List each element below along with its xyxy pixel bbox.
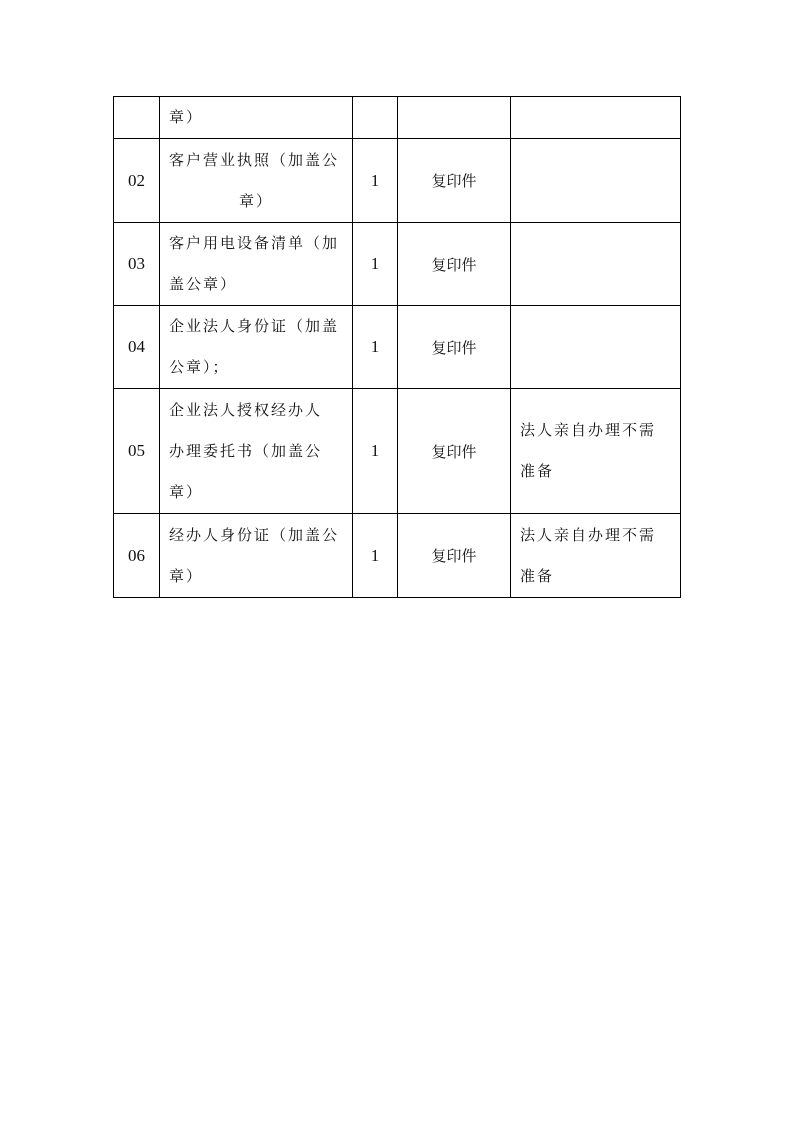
document-name-line: 章） [169,566,204,585]
document-name-cell [160,389,353,514]
table-row [114,306,681,389]
row-number-cell [114,97,160,139]
document-name-cell [160,97,353,139]
document-name-line: 章） [169,482,204,501]
document-name-line: 章） [169,108,204,126]
materials-table [113,96,681,598]
remark-line: 法人亲自办理不需 [520,525,657,544]
remark-cell [511,514,681,598]
row-number-cell: 03 [114,223,160,306]
row-number-cell: 06 [114,514,160,598]
document-name-line: 企业法人身份证（加盖 [169,317,340,335]
table-row [114,223,681,306]
table-row [114,514,681,598]
copy-type-cell: 复印件 [398,389,511,514]
document-name-line: 盖公章） [169,275,238,293]
table-row [114,389,681,514]
document-name-line: 客户营业执照（加盖公 [169,150,340,169]
document-name-line: 公章）； [169,358,230,376]
document-name-line: 章） [239,191,274,210]
document-name-cell [160,139,353,223]
quantity-cell: 1 [353,389,398,514]
remark-cell [511,223,681,306]
remark-line: 准备 [520,462,555,480]
remark-cell [511,306,681,389]
remark-line: 准备 [520,566,555,585]
copy-type-cell [398,97,511,139]
copy-type-cell: 复印件 [398,223,511,306]
remark-cell [511,389,681,514]
copy-type-cell: 复印件 [398,139,511,223]
quantity-cell: 1 [353,306,398,389]
remark-cell [511,97,681,139]
quantity-cell [353,97,398,139]
remark-cell [511,139,681,223]
quantity-cell: 1 [353,514,398,598]
document-name-cell [160,306,353,389]
document-name-cell [160,223,353,306]
copy-type-cell: 复印件 [398,514,511,598]
document-name-cell [160,514,353,598]
copy-type-cell: 复印件 [398,306,511,389]
document-name-line: 客户用电设备清单（加 [169,234,340,252]
document-name-line: 企业法人授权经办人 [169,400,323,419]
quantity-cell: 1 [353,139,398,223]
quantity-cell: 1 [353,223,398,306]
row-number-cell: 04 [114,306,160,389]
row-number-cell: 02 [114,139,160,223]
document-name-line: 办理委托书（加盖公 [169,441,323,460]
remark-line: 法人亲自办理不需 [520,421,657,439]
table-row [114,139,681,223]
document-name-line: 经办人身份证（加盖公 [169,525,340,544]
row-number-cell: 05 [114,389,160,514]
table-row [114,97,681,139]
